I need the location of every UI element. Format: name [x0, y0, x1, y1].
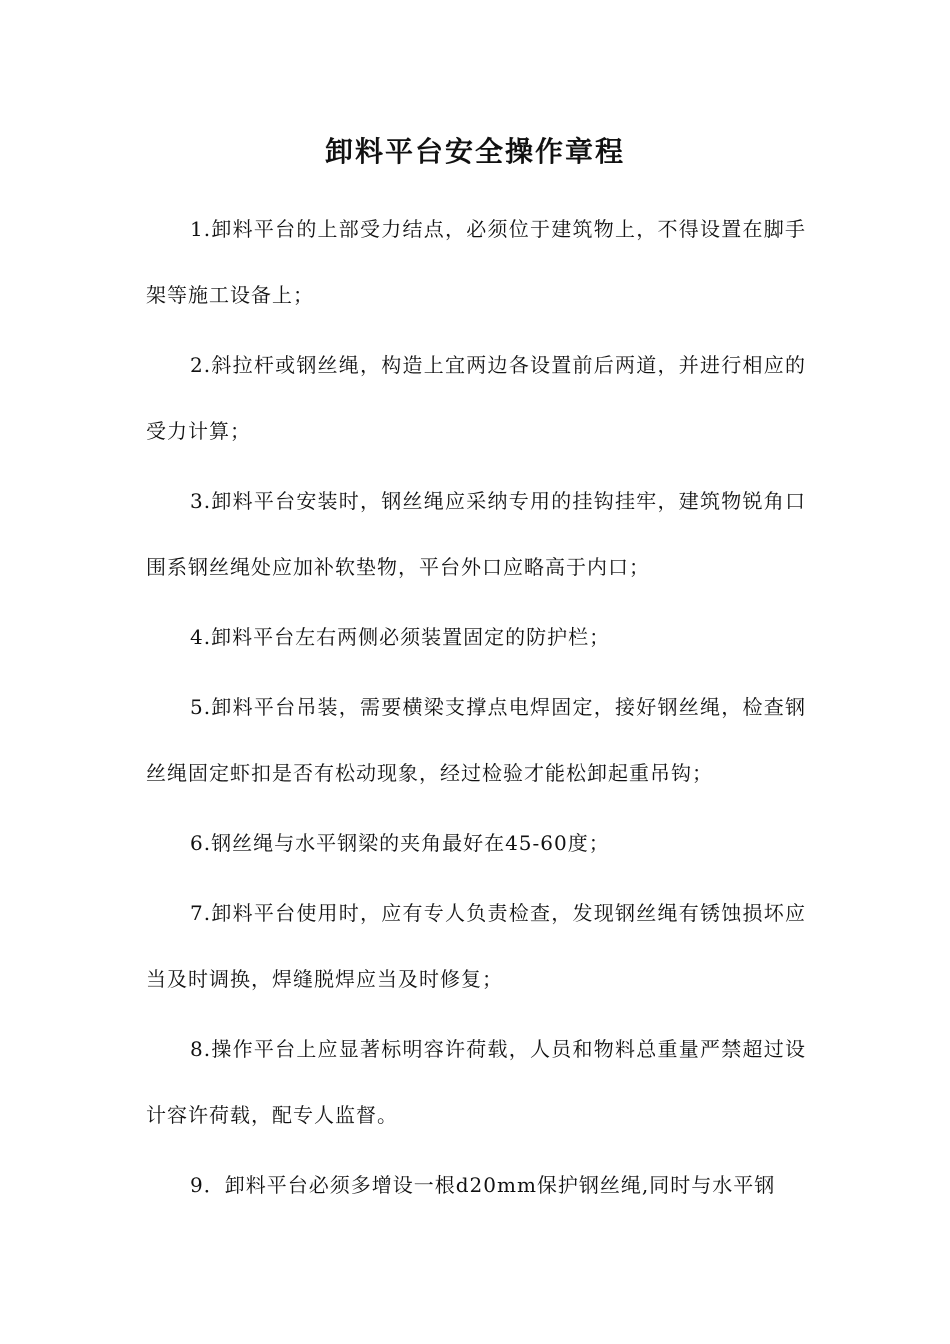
paragraph-9: 9．卸料平台必须多增设一根d20mm保护钢丝绳,同时与水平钢 [190, 1173, 776, 1197]
paragraph-8: 8.操作平台上应显著标明容许荷载，人员和物料总重量严禁超过设计容许荷载，配专人监督。 [146, 1037, 806, 1127]
page-title: 卸料平台安全操作章程 [324, 135, 625, 168]
paragraph-6: 6.钢丝绳与水平钢梁的夹角最好在45-60度； [190, 831, 610, 855]
paragraph-5: 5.卸料平台吊装，需要横梁支撑点电焊固定，接好钢丝绳，检查钢丝绳固定虾扣是否有松动现象，经过检验才能松卸起重吊钩； [146, 695, 806, 785]
paragraph-3: 3.卸料平台安装时，钢丝绳应采纳专用的挂钩挂牢，建筑物锐角口围系钢丝绳处应加补软垫物，平台外口应略高于内口； [146, 489, 806, 579]
paragraph-1: 1.卸料平台的上部受力结点，必须位于建筑物上，不得设置在脚手架等施工设备上； [146, 217, 806, 307]
document-body [146, 196, 806, 1222]
paragraph-2: 2.斜拉杆或钢丝绳，构造上宜两边各设置前后两道，并进行相应的受力计算； [146, 353, 806, 443]
paragraph-4: 4.卸料平台左右两侧必须装置固定的防护栏； [190, 625, 611, 649]
paragraph-7: 7.卸料平台使用时，应有专人负责检查，发现钢丝绳有锈蚀损坏应当及时调换，焊缝脱焊应当及时修复； [146, 901, 806, 991]
